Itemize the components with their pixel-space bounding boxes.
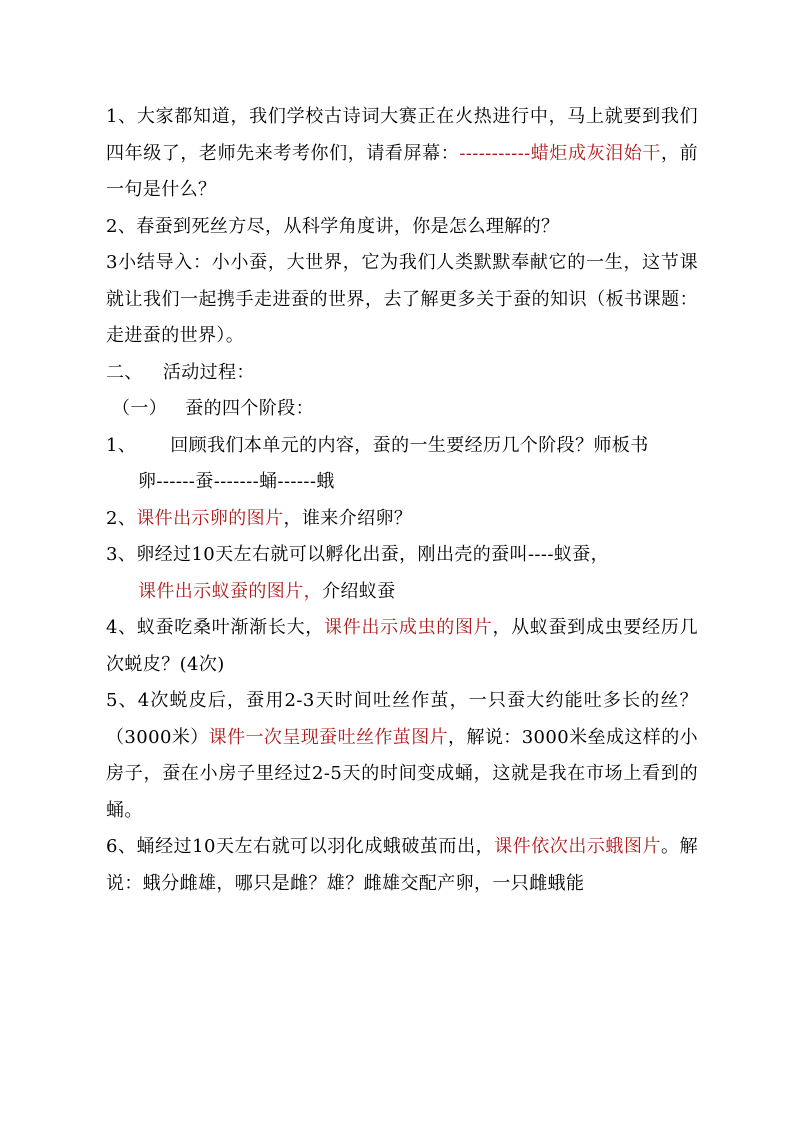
section-title: 活动过程： [162,361,255,383]
item-3-continued [106,574,698,611]
item-4-text-b: ，从蚁蚕到成虫要经历几次蜕皮？(4次) [106,617,698,675]
item-4-highlight: 课件出示成虫的图片 [324,617,493,638]
item-3-highlight: 课件出示蚁蚕的图片， [138,580,322,602]
item-1-number: 1、 [106,434,137,456]
paragraph-3: 3小结导入：小小蚕，大世界，它为我们人类默默奉献它的一生，这节课就让我们一起携手走进蚕的世界，去了解更多关于蚕的知识（板书课题：走进蚕的世界）。 [106,252,698,346]
item-4 [106,610,698,683]
item-3-text-b: 介绍蚁蚕 [322,580,396,602]
item-5-text-a: 5、4次蜕皮后，蚕用2-3天时间吐丝作茧，一只蚕大约能吐多长的丝？（3000米） [106,690,698,748]
item-6-highlight: 课件依次出示蛾图片 [494,836,662,857]
subsection-heading [112,391,698,428]
item-5-text-b: ，解说：3000米垒成这样的小房子，蚕在小房子里经过2-5天的时间变成蛹，这就是我在市场上看到的蛹。 [106,726,699,821]
item-5 [106,683,698,829]
item-1 [106,428,698,465]
document-body [106,99,698,902]
paragraph-2: 2、春蚕到死丝方尽，从科学角度讲，你是怎么理解的？ [106,215,560,237]
item-5-highlight: 课件一次呈现蚕吐丝作茧图片 [208,726,449,748]
item-2-text: ，谁来介绍卵？ [283,507,413,529]
item-2-number: 2、 [106,507,137,529]
paragraph-1-text-a: 1、大家都知道，我们学校古诗词大赛正在火热进行中，马上就要到我们四年级了，老师先来考考你们，请看屏幕： [106,106,698,164]
item-3: 3、卵经过10天左右就可以孵化出蚕，刚出壳的蚕叫----蚁蚕， [106,544,610,565]
item-2-highlight: 课件出示卵的图片 [136,507,284,529]
section-number: 二、 [106,361,143,383]
item-6-text-b: 。解说：蛾分雌雄，哪只是雌？雄？雌雄交配产卵，一只雌蛾能 [106,836,698,894]
item-4-text-a: 4、蚁蚕吃桑叶渐渐长大， [106,617,325,638]
subsection-number: （一） [112,398,168,419]
section-heading [106,355,698,392]
item-6-text-a: 6、蛹经过10天左右就可以羽化成蛾破茧而出， [106,836,495,857]
item-6 [106,829,698,902]
subsection-title: 蚕的四个阶段： [185,398,315,419]
paragraph-1-highlight: -----------蜡炬成灰泪始干 [459,142,661,164]
paragraph-1 [106,99,698,209]
item-1-text: 回顾我们本单元的内容，蚕的一生要经历几个阶段？师板书 [170,434,649,456]
item-1-stages: 卵------蚕-------蛹------蛾 [138,471,335,492]
item-2 [106,501,698,538]
paragraph-1-text-b: ，前一句是什么？ [106,142,698,200]
